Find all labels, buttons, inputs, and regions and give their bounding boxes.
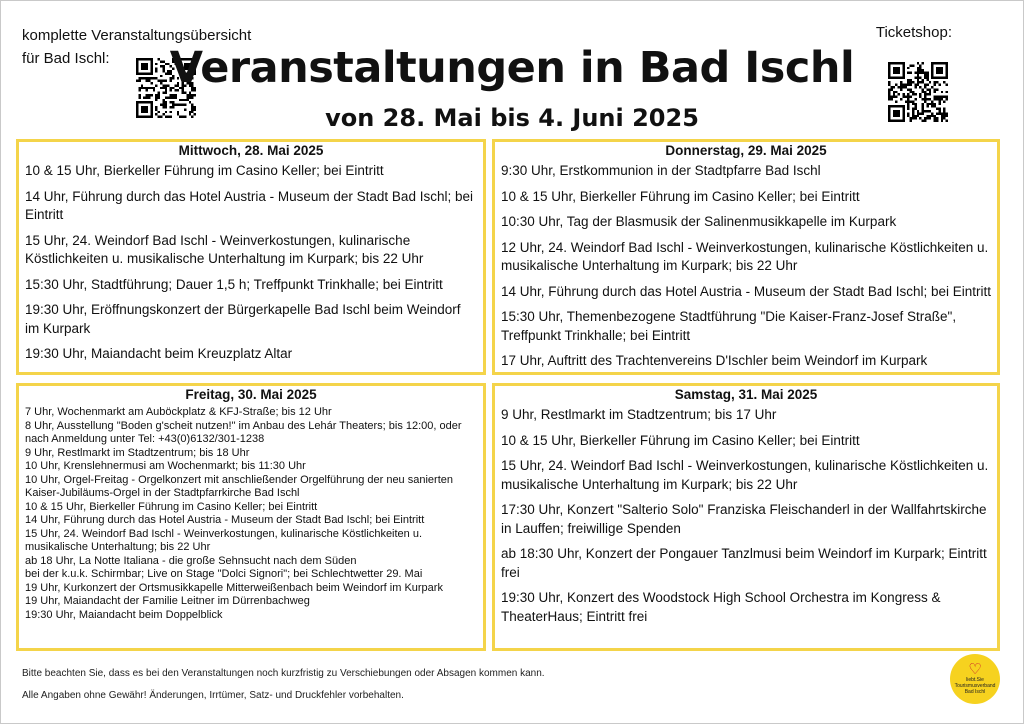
heart-icon: ♡	[968, 661, 982, 678]
event-entry: 17 Uhr, Auftritt des Trachtenvereins D'Ischler beim Weindorf im Kurpark	[501, 353, 928, 368]
event-entry: 9 Uhr, Restlmarkt im Stadtzentrum; bis 18 Uhr	[25, 446, 250, 459]
event-entry: 19 Uhr, Kurkonzert der Ortsmusikkapelle Mitterweißenbach beim Weindorf im Kurpark	[25, 581, 443, 594]
event-entry: 19:30 Uhr, Konzert des Woodstock High School Orchestra im Kongress & TheaterHaus; Eintritt frei	[501, 590, 941, 624]
day-heading: Donnerstag, 29. Mai 2025	[665, 143, 827, 158]
page-subtitle: von 28. Mai bis 4. Juni 2025	[325, 104, 699, 132]
event-entry: 17:30 Uhr, Konzert "Salterio Solo" Franziska Fleischanderl in der Wallfahrtskirche in Lauffen; freiwillige Spenden	[501, 502, 987, 536]
logo-line1: Tourismusverband	[954, 683, 996, 689]
event-entry: 19 Uhr, Maiandacht der Familie Leitner im Dürrenbachweg	[25, 595, 310, 607]
day-box-saturday	[492, 383, 1000, 651]
event-entry: 15:30 Uhr, Stadtführung; Dauer 1,5 h; Treffpunkt Trinkhalle; bei Eintritt	[25, 276, 443, 292]
event-entry: 15 Uhr, 24. Weindorf Bad Ischl - Weinverkostungen, kulinarische Köstlichkeiten u. musikalische Unterhaltung im Kurpark; bis 22 Uhr	[25, 232, 424, 266]
event-entry: 10 & 15 Uhr, Bierkeller Führung im Casino Keller; bei Eintritt	[25, 163, 384, 178]
event-entry: 19:30 Uhr, Maiandacht beim Kreuzplatz Altar	[25, 346, 293, 361]
ticketshop-label: Ticketshop:	[875, 24, 952, 41]
day-heading: Mittwoch, 28. Mai 2025	[178, 143, 324, 158]
event-entry: 19:30 Uhr, Maiandacht beim Doppelblick	[25, 608, 223, 621]
event-entry: 15 Uhr, 24. Weindorf Bad Ischl - Weinverkostungen, kulinarische Köstlichkeiten u. musikalische Unterhaltung im Kurpark; bis 22 Uhr	[501, 458, 989, 492]
day-box-friday	[16, 383, 486, 651]
header-intro-line2: für Bad Ischl:	[22, 50, 110, 67]
event-entry: bei der k.u.k. Schirmbar; Live on Stage "Dolci Signori"; bei Schlechtwetter 29. Mai	[25, 568, 423, 580]
footer-note: Bitte beachten Sie, dass es bei den Veranstaltungen noch kurzfristig zu Verschiebungen oder Absagen kommen kann.	[22, 668, 545, 679]
footer-disclaimer: Alle Angaben ohne Gewähr! Änderungen, Irrtümer, Satz- und Druckfehler vorbehalten.	[22, 690, 404, 701]
day-heading: Samstag, 31. Mai 2025	[674, 387, 818, 402]
event-entry: 10:30 Uhr, Tag der Blasmusik der Salinenmusikkapelle im Kurpark	[501, 214, 897, 229]
header-intro-line1: komplette Veranstaltungsübersicht	[22, 27, 252, 44]
event-entry: 14 Uhr, Führung durch das Hotel Austria - Museum der Stadt Bad Ischl; bei Eintritt	[25, 514, 425, 526]
event-entry: 7 Uhr, Wochenmarkt am Auböckplatz & KFJ-Straße; bis 12 Uhr	[25, 406, 332, 418]
event-entry: 10 & 15 Uhr, Bierkeller Führung im Casino Keller; bei Eintritt	[501, 432, 860, 448]
logo-script: liebt.Sie	[966, 677, 984, 683]
event-entry: 14 Uhr, Führung durch das Hotel Austria - Museum der Stadt Bad Ischl; bei Eintritt	[25, 188, 473, 222]
day-box-wednesday	[16, 139, 486, 375]
event-entry: 14 Uhr, Führung durch das Hotel Austria - Museum der Stadt Bad Ischl; bei Eintritt	[501, 283, 991, 299]
event-entry: ab 18 Uhr, La Notte Italiana - die große Sehnsucht nach dem Süden	[25, 554, 357, 567]
tourism-logo[interactable]	[950, 654, 1000, 704]
day-box-thursday	[492, 139, 1000, 375]
event-entry: 9:30 Uhr, Erstkommunion in der Stadtpfarre Bad Ischl	[501, 163, 821, 178]
event-entry: 10 & 15 Uhr, Bierkeller Führung im Casino Keller; bei Eintritt	[501, 188, 860, 204]
event-entry: 12 Uhr, 24. Weindorf Bad Ischl - Weinverkostungen, kulinarische Köstlichkeiten u. musikalische Unterhaltung im Kurpark; bis 22 Uhr	[501, 239, 989, 273]
event-entry: 15 Uhr, 24. Weindorf Bad Ischl - Weinverkostungen, kulinarische Köstlichkeiten u. musikalische Unterhaltung; bis 22 Uhr	[25, 527, 423, 553]
day-heading: Freitag, 30. Mai 2025	[185, 387, 317, 402]
event-entry: 15:30 Uhr, Themenbezogene Stadtführung "Die Kaiser-Franz-Josef Straße", Treffpunkt Trinkhalle; bei Eintritt	[501, 309, 957, 343]
event-entry: ab 18:30 Uhr, Konzert der Pongauer Tanzlmusi beim Weindorf im Kurpark; Eintritt frei	[501, 546, 987, 580]
event-entry: 10 & 15 Uhr, Bierkeller Führung im Casino Keller; bei Eintritt	[25, 500, 318, 513]
event-entry: 10 Uhr, Orgel-Freitag - Orgelkonzert mit anschließender Orgelführung der neu sanierten Kaiser-Jubiläums-Orgel in der Stadtpfarrkirche Bad Ischl	[25, 473, 453, 499]
page-title: Veranstaltungen in Bad Ischl	[169, 43, 855, 93]
logo-line2: Bad Ischl	[964, 689, 986, 695]
event-entry: 8 Uhr, Ausstellung "Boden g'scheit nutzen!" im Anbau des Lehár Theaters; bis 12:00, oder nach Anmeldung unter Tel: +43(0)6132/301-1238	[25, 419, 462, 445]
event-entry: 9 Uhr, Restlmarkt im Stadtzentrum; bis 17 Uhr	[501, 407, 777, 422]
event-entry: 10 Uhr, Krenslehnermusi am Wochenmarkt; bis 11:30 Uhr	[25, 460, 306, 472]
event-entry: 19:30 Uhr, Eröffnungskonzert der Bürgerkapelle Bad Ischl beim Weindorf im Kurpark	[25, 302, 461, 336]
